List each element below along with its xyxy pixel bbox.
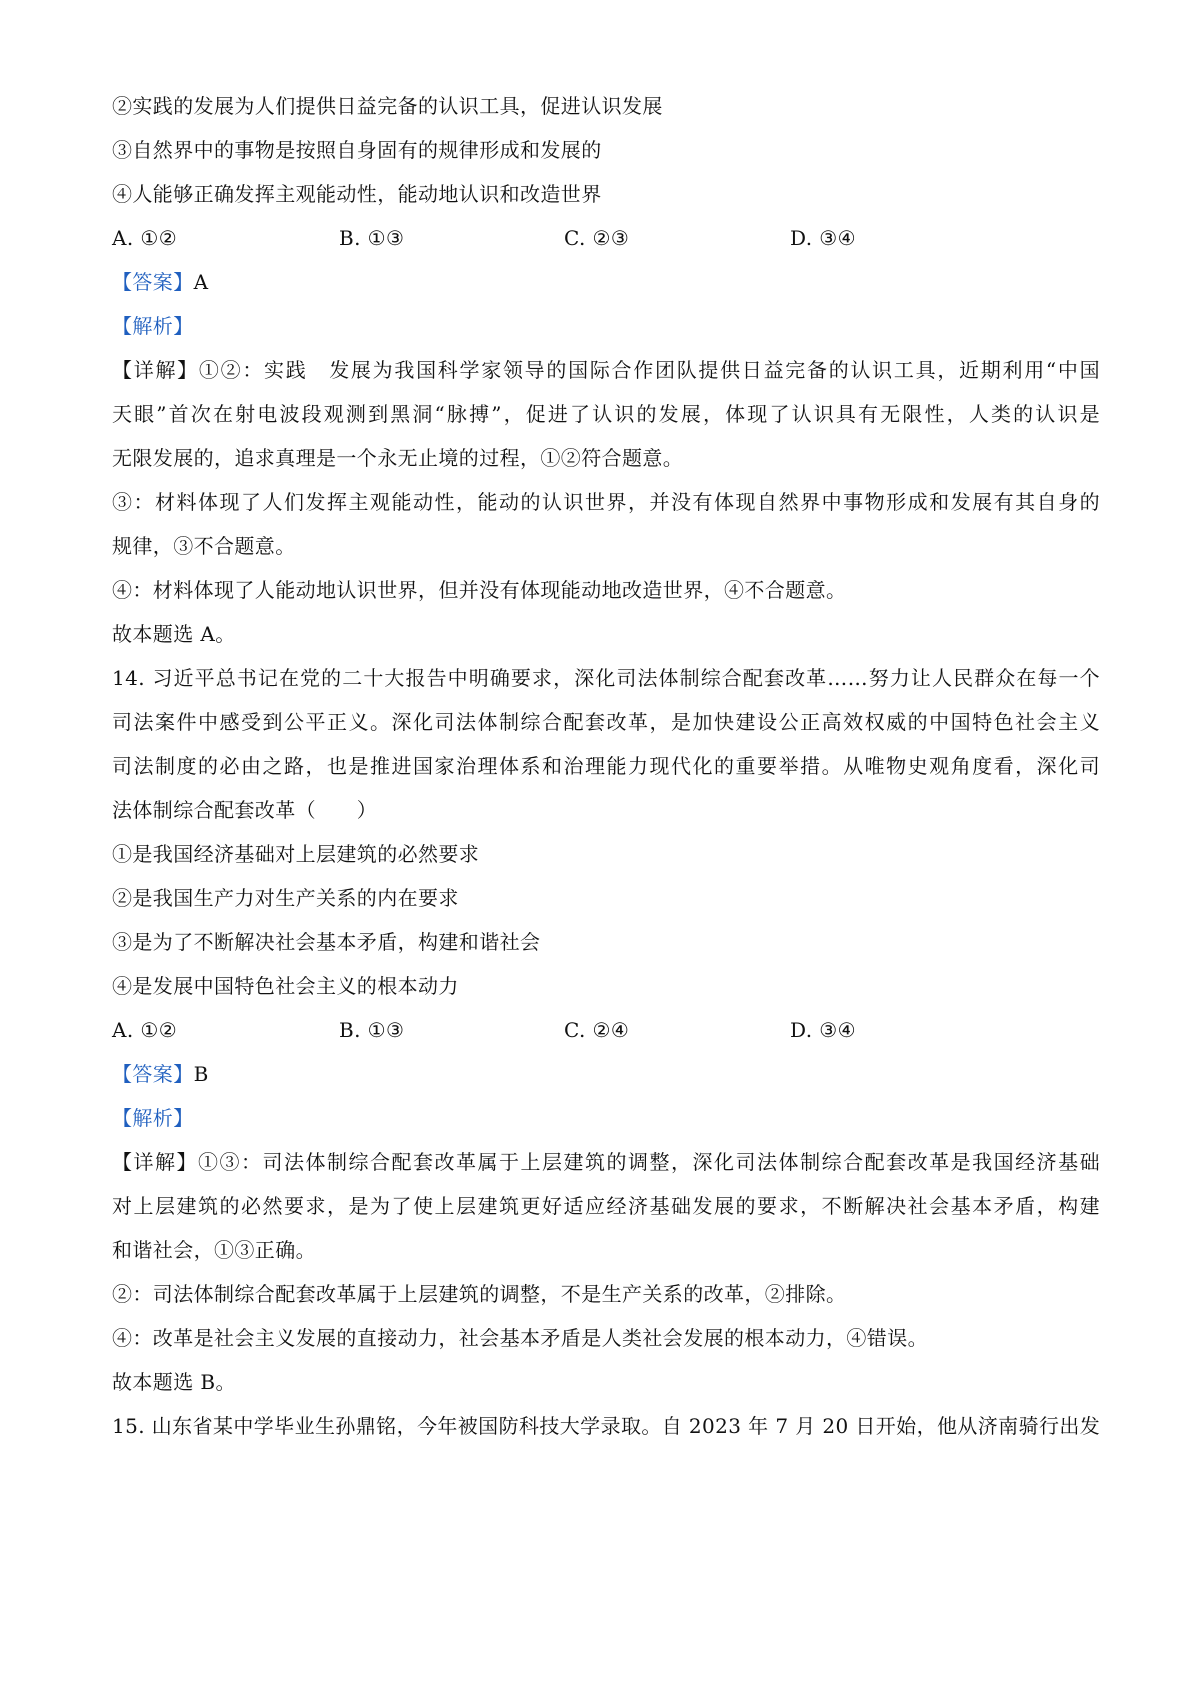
q15-stem-line-1: 15. 山东省某中学毕业生孙鼎铭，今年被国防科技大学录取。自 2023 年 7 月 20 日开始，他从济南骑行出发 <box>112 1414 1101 1438</box>
q13-option-b: B. ①③ <box>339 226 405 250</box>
q14-explain-line-1: ②：司法体制综合配套改革属于上层建筑的调整，不是生产关系的改革，②排除。 <box>112 1282 847 1306</box>
q14-stem-line-4: 法体制综合配套改革（ ） <box>112 798 378 822</box>
detail-text: ①③：司法体制综合配套改革属于上层建筑的调整，深化司法体制综合配套改革是我国经济基础 <box>198 1150 1100 1174</box>
q14-stem-line-3: 司法制度的必由之路，也是推进国家治理体系和治理能力现代化的重要举措。从唯物史观角度看，深化司 <box>112 754 1100 778</box>
q14-statement-1: ①是我国经济基础对上层建筑的必然要求 <box>112 842 480 866</box>
q14-answer <box>112 1060 1100 1088</box>
q13-detail-line-3: 无限发展的，追求真理是一个永无止境的过程，①②符合题意。 <box>112 446 684 470</box>
q13-analysis-tag: 【解析】 <box>112 314 194 338</box>
q13-answer <box>112 268 1100 296</box>
q14-statement-4: ④是发展中国特色社会主义的根本动力 <box>112 974 459 998</box>
q13-explain-line-1: ③：材料体现了人们发挥主观能动性，能动的认识世界，并没有体现自然界中事物形成和发展有其自身的 <box>112 490 1100 514</box>
answer-value: A <box>193 270 209 294</box>
q14-stem-line-2: 司法案件中感受到公平正义。深化司法体制综合配套改革，是加快建设公正高效权威的中国特色社会主义 <box>112 710 1100 734</box>
q13-statement-2: ②实践的发展为人们提供日益完备的认识工具，促进认识发展 <box>112 94 663 118</box>
q13-conclusion: 故本题选 A。 <box>112 622 236 646</box>
q13-explain-line-2: 规律，③不合题意。 <box>112 534 296 558</box>
q13-option-a: A. ①② <box>112 226 178 250</box>
q14-detail-line-2: 对上层建筑的必然要求，是为了使上层建筑更好适应经济基础发展的要求，不断解决社会基本矛盾，构建 <box>112 1194 1100 1218</box>
q14-option-a: A. ①② <box>112 1018 178 1042</box>
q13-statement-4: ④人能够正确发挥主观能动性，能动地认识和改造世界 <box>112 182 602 206</box>
detail-tag: 【详解】 <box>112 1150 199 1174</box>
q14-statement-2: ②是我国生产力对生产关系的内在要求 <box>112 886 459 910</box>
q13-option-d: D. ③④ <box>790 226 856 250</box>
answer-value: B <box>193 1062 209 1086</box>
q14-conclusion: 故本题选 B。 <box>112 1370 236 1394</box>
q14-option-b: B. ①③ <box>339 1018 405 1042</box>
q13-detail-line-2: 天眼”首次在射电波段观测到黑洞“脉搏”，促进了认识的发展，体现了认识具有无限性，人类的认识是 <box>112 402 1100 426</box>
q13-explain-line-3: ④：材料体现了人能动地认识世界，但并没有体现能动地改造世界，④不合题意。 <box>112 578 847 602</box>
detail-tag: 【详解】 <box>112 358 199 382</box>
q13-detail-line-1 <box>112 356 1100 384</box>
answer-tag: 【答案】 <box>112 270 194 294</box>
q14-option-d: D. ③④ <box>790 1018 856 1042</box>
q14-analysis-tag: 【解析】 <box>112 1106 194 1130</box>
q14-stem-line-1: 14. 习近平总书记在党的二十大报告中明确要求，深化司法体制综合配套改革……努力让人民群众在每一个 <box>112 666 1100 690</box>
q14-detail-line-3: 和谐社会，①③正确。 <box>112 1238 316 1262</box>
detail-text: ①②：实践 发展为我国科学家领导的国际合作团队提供日益完备的认识工具，近期利用“中国 <box>198 358 1100 382</box>
q14-explain-line-2: ④：改革是社会主义发展的直接动力，社会基本矛盾是人类社会发展的根本动力，④错误。 <box>112 1326 928 1350</box>
answer-tag: 【答案】 <box>112 1062 194 1086</box>
q13-option-c: C. ②③ <box>564 226 630 250</box>
q14-option-c: C. ②④ <box>564 1018 630 1042</box>
q14-detail-line-1 <box>112 1148 1100 1176</box>
q14-statement-3: ③是为了不断解决社会基本矛盾，构建和谐社会 <box>112 930 541 954</box>
q13-statement-3: ③自然界中的事物是按照自身固有的规律形成和发展的 <box>112 138 602 162</box>
